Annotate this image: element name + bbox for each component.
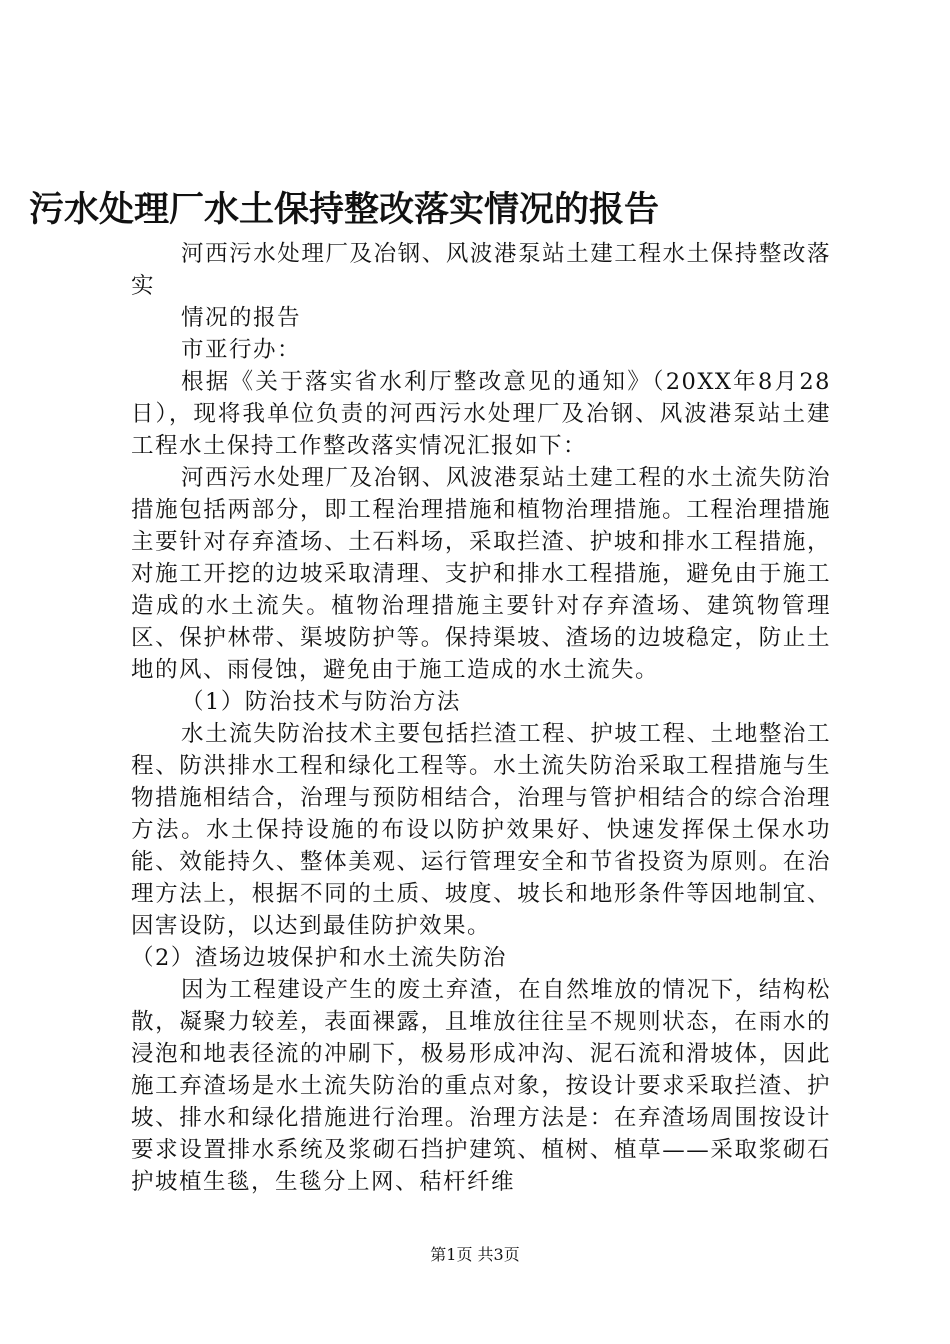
document-title: 污水处理厂水土保持整改落实情况的报告: [28, 189, 659, 230]
paragraph-section-2: 因为工程建设产生的废土弃渣，在自然堆放的情况下，结构松散，凝聚力较差，表面裸露，且堆放往往呈不规则状态，在雨水的浸泡和地表径流的冲刷下，极易形成冲沟、泥石流和滑坡体，因此施工弃渣场是水土流失防治的重点对象，按设计要求采取拦渣、护坡、排水和绿化措施进行治理。治理方法是：在弃渣场周围按设计要求设置排水系统及浆砌石挡护建筑、植树、植草——采取浆砌石护坡植生毯，生毯分上网、秸杆纤维: [131, 977, 831, 1195]
paragraph-subject-line-cont: 情况的报告: [181, 305, 302, 331]
paragraph-intro: 根据《关于落实省水利厅整改意见的通知》（20XX年8月28日），现将我单位负责的河西污水处理厂及冶钢、风波港泵站土建工程水土保持工作整改落实情况汇报如下：: [131, 369, 831, 459]
document-page: [131, 0, 831, 1344]
heading-section-1: （1）防治技术与防治方法: [181, 689, 461, 715]
paragraph-addressee: 市亚行办：: [181, 337, 302, 363]
paragraph-subject-line: 河西污水处理厂及冶钢、风波港泵站土建工程水土保持整改落实: [131, 241, 831, 299]
heading-section-2: （2）渣场边坡保护和水土流失防治: [131, 945, 507, 971]
page-footer: 第1页 共3页: [430, 1245, 520, 1264]
paragraph-section-1: 水土流失防治技术主要包括拦渣工程、护坡工程、土地整治工程、防洪排水工程和绿化工程等。水土流失防治采取工程措施与生物措施相结合，治理与预防相结合，治理与管护相结合的综合治理方法。水土保持设施的布设以防护效果好、快速发挥保土保水功能、效能持久、整体美观、运行管理安全和节省投资为原则。在治理方法上，根据不同的土质、坡度、坡长和地形条件等因地制宜、因害设防，以达到最佳防护效果。: [131, 721, 831, 939]
document-body: [131, 238, 831, 1198]
paragraph-measures: 河西污水处理厂及冶钢、风波港泵站土建工程的水土流失防治措施包括两部分，即工程治理措施和植物治理措施。工程治理措施主要针对存弃渣场、土石料场，采取拦渣、护坡和排水工程措施，对施工开挖的边坡采取清理、支护和排水工程措施，避免由于施工造成的水土流失。植物治理措施主要针对存弃渣场、建筑物管理区、保护林带、渠坡防护等。保持渠坡、渣场的边坡稳定，防止土地的风、雨侵蚀，避免由于施工造成的水土流失。: [131, 465, 831, 683]
